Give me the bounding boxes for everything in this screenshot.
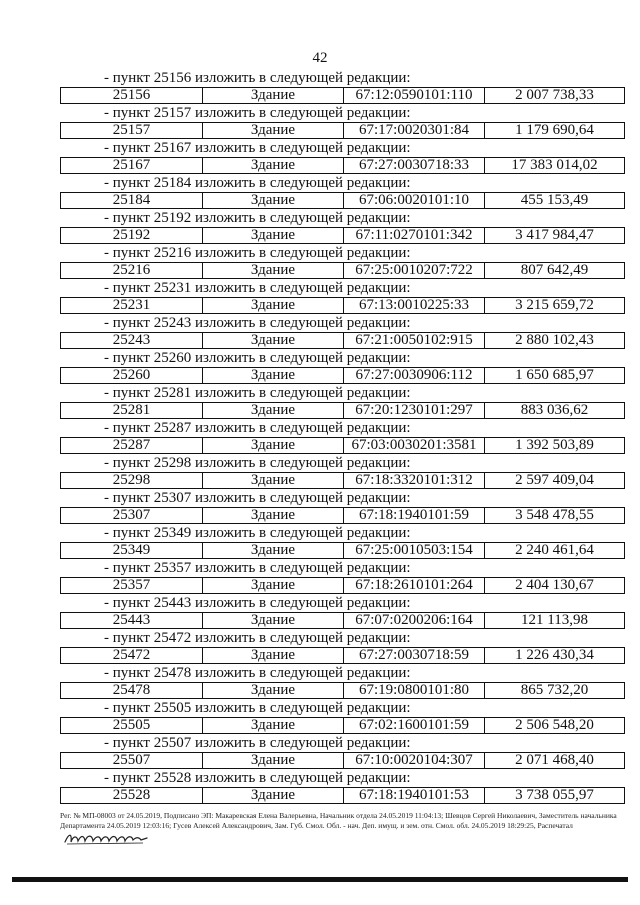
amendment-entry (60, 105, 627, 140)
cadastral-number-cell: 67:25:0010207:722 (343, 263, 484, 278)
item-number-cell: 25156 (112, 88, 151, 103)
amendment-entry (60, 560, 627, 595)
cadastral-number-cell: 67:27:0030718:59 (343, 648, 484, 663)
amendment-entry (60, 140, 627, 175)
object-type-cell: Здание (202, 648, 343, 663)
cadastral-number-cell: 67:18:2610101:264 (343, 578, 484, 593)
amendment-entry (60, 420, 627, 455)
cadastral-value-cell: 3 738 055,97 (484, 788, 624, 803)
table-row (60, 402, 625, 419)
table-row (60, 612, 625, 629)
cadastral-value-cell: 1 226 430,34 (484, 648, 624, 663)
amendment-instruction: - пункт 25443 изложить в следующей редакции: (104, 595, 411, 611)
amendment-instruction: - пункт 25167 изложить в следующей редакции: (104, 140, 411, 156)
cadastral-number-cell: 67:18:1940101:59 (343, 508, 484, 523)
object-type-cell: Здание (202, 333, 343, 348)
amendment-instruction: - пункт 25260 изложить в следующей редакции: (104, 350, 411, 366)
amendment-instruction: - пункт 25472 изложить в следующей редакции: (104, 630, 411, 646)
table-row (60, 297, 625, 314)
cadastral-value-cell: 2 071 468,40 (484, 753, 624, 768)
item-number-cell: 25281 (112, 403, 151, 418)
cadastral-number-cell: 67:06:0020101:10 (343, 193, 484, 208)
object-type-cell: Здание (202, 683, 343, 698)
amendment-list (60, 70, 627, 805)
item-number-cell: 25357 (112, 578, 151, 593)
cadastral-value-cell: 883 036,62 (484, 403, 624, 418)
amendment-entry (60, 665, 627, 700)
cadastral-number-cell: 67:13:0010225:33 (343, 298, 484, 313)
item-number-cell: 25167 (112, 158, 151, 173)
table-row (60, 87, 625, 104)
amendment-entry (60, 245, 627, 280)
page-bottom-bar (12, 877, 628, 882)
item-number-cell: 25507 (112, 753, 151, 768)
cadastral-number-cell: 67:02:1600101:59 (343, 718, 484, 733)
amendment-instruction: - пункт 25184 изложить в следующей редакции: (104, 175, 411, 191)
amendment-instruction: - пункт 25528 изложить в следующей редакции: (104, 770, 411, 786)
object-type-cell: Здание (202, 123, 343, 138)
item-number-cell: 25157 (112, 123, 151, 138)
amendment-instruction: - пункт 25216 изложить в следующей редакции: (104, 245, 411, 261)
table-row (60, 752, 625, 769)
table-row (60, 472, 625, 489)
amendment-entry (60, 280, 627, 315)
item-number-cell: 25349 (112, 543, 151, 558)
amendment-entry (60, 455, 627, 490)
table-row (60, 717, 625, 734)
amendment-instruction: - пункт 25281 изложить в следующей редакции: (104, 385, 411, 401)
amendment-entry (60, 630, 627, 665)
cadastral-value-cell: 2 007 738,33 (484, 88, 624, 103)
table-row (60, 787, 625, 804)
amendment-entry (60, 175, 627, 210)
item-number-cell: 25478 (112, 683, 151, 698)
cadastral-number-cell: 67:03:0030201:3581 (343, 438, 484, 453)
cadastral-number-cell: 67:25:0010503:154 (343, 543, 484, 558)
amendment-instruction: - пункт 25298 изложить в следующей редакции: (104, 455, 411, 471)
amendment-entry (60, 70, 627, 105)
amendment-entry (60, 385, 627, 420)
item-number-cell: 25443 (112, 613, 151, 628)
amendment-instruction: - пункт 25478 изложить в следующей редакции: (104, 665, 411, 681)
item-number-cell: 25287 (112, 438, 151, 453)
item-number-cell: 25505 (112, 718, 151, 733)
object-type-cell: Здание (202, 578, 343, 593)
amendment-instruction: - пункт 25507 изложить в следующей редакции: (104, 735, 411, 751)
amendment-entry (60, 210, 627, 245)
cadastral-value-cell: 2 506 548,20 (484, 718, 624, 733)
cadastral-number-cell: 67:19:0800101:80 (343, 683, 484, 698)
handwritten-signature (63, 831, 149, 845)
cadastral-value-cell: 807 642,49 (484, 263, 624, 278)
table-row (60, 507, 625, 524)
amendment-instruction: - пункт 25157 изложить в следующей редакции: (104, 105, 411, 121)
item-number-cell: 25192 (112, 228, 151, 243)
cadastral-value-cell: 3 548 478,55 (484, 508, 624, 523)
table-row (60, 437, 625, 454)
item-number-cell: 25184 (112, 193, 151, 208)
amendment-entry (60, 490, 627, 525)
table-row (60, 122, 625, 139)
amendment-entry (60, 525, 627, 560)
table-row (60, 647, 625, 664)
cadastral-number-cell: 67:10:0020104:307 (343, 753, 484, 768)
amendment-entry (60, 315, 627, 350)
object-type-cell: Здание (202, 193, 343, 208)
cadastral-number-cell: 67:07:0200206:164 (343, 613, 484, 628)
amendment-entry (60, 735, 627, 770)
table-row (60, 157, 625, 174)
cadastral-number-cell: 67:18:1940101:53 (343, 788, 484, 803)
object-type-cell: Здание (202, 718, 343, 733)
cadastral-value-cell: 2 240 461,64 (484, 543, 624, 558)
cadastral-number-cell: 67:20:1230101:297 (343, 403, 484, 418)
item-number-cell: 25528 (112, 788, 151, 803)
item-number-cell: 25243 (112, 333, 151, 348)
table-row (60, 577, 625, 594)
amendment-instruction: - пункт 25307 изложить в следующей редакции: (104, 490, 411, 506)
amendment-entry (60, 700, 627, 735)
object-type-cell: Здание (202, 438, 343, 453)
cadastral-value-cell: 2 404 130,67 (484, 578, 624, 593)
cadastral-number-cell: 67:11:0270101:342 (343, 228, 484, 243)
amendment-instruction: - пункт 25192 изложить в следующей редакции: (104, 210, 411, 226)
amendment-instruction: - пункт 25505 изложить в следующей редакции: (104, 700, 411, 716)
document-footer (60, 811, 626, 845)
cadastral-value-cell: 865 732,20 (484, 683, 624, 698)
cadastral-value-cell: 121 113,98 (484, 613, 624, 628)
table-row (60, 682, 625, 699)
cadastral-number-cell: 67:17:0020301:84 (343, 123, 484, 138)
cadastral-number-cell: 67:18:3320101:312 (343, 473, 484, 488)
object-type-cell: Здание (202, 473, 343, 488)
cadastral-value-cell: 3 215 659,72 (484, 298, 624, 313)
table-row (60, 192, 625, 209)
object-type-cell: Здание (202, 788, 343, 803)
object-type-cell: Здание (202, 228, 343, 243)
cadastral-value-cell: 2 597 409,04 (484, 473, 624, 488)
cadastral-value-cell: 3 417 984,47 (484, 228, 624, 243)
cadastral-number-cell: 67:12:0590101:110 (343, 88, 484, 103)
table-row (60, 542, 625, 559)
item-number-cell: 25216 (112, 263, 151, 278)
table-row (60, 262, 625, 279)
table-row (60, 332, 625, 349)
table-row (60, 367, 625, 384)
object-type-cell: Здание (202, 368, 343, 383)
amendment-instruction: - пункт 25287 изложить в следующей редакции: (104, 420, 411, 436)
registration-text: Рег. № МП-08003 от 24.05.2019, Подписано ЭП: Макаревская Елена Валерьевна, Начальник отдела 24.05.2019 11:04:13; Шевцов Сергей Николаевич, Заместитель начальника Департамента 24.05.2019 12:03:16; Гусев Алексей Александрович, Зам. Губ. Смол. Обл. - нач. Деп. имущ. и зем. отн. Смол. обл. 24.05.2019 18:29:25, Распечатал (60, 811, 617, 830)
object-type-cell: Здание (202, 753, 343, 768)
page-number: 42 (312, 50, 328, 66)
object-type-cell: Здание (202, 543, 343, 558)
cadastral-number-cell: 67:27:0030906:112 (343, 368, 484, 383)
item-number-cell: 25260 (112, 368, 151, 383)
object-type-cell: Здание (202, 263, 343, 278)
item-number-cell: 25298 (112, 473, 151, 488)
amendment-instruction: - пункт 25357 изложить в следующей редакции: (104, 560, 411, 576)
amendment-entry (60, 595, 627, 630)
item-number-cell: 25231 (112, 298, 151, 313)
cadastral-value-cell: 1 392 503,89 (484, 438, 624, 453)
amendment-instruction: - пункт 25156 изложить в следующей редакции: (104, 70, 411, 86)
object-type-cell: Здание (202, 613, 343, 628)
amendment-entry (60, 770, 627, 805)
item-number-cell: 25472 (112, 648, 151, 663)
table-row (60, 227, 625, 244)
item-number-cell: 25307 (112, 508, 151, 523)
amendment-instruction: - пункт 25231 изложить в следующей редакции: (104, 280, 411, 296)
cadastral-number-cell: 67:21:0050102:915 (343, 333, 484, 348)
object-type-cell: Здание (202, 158, 343, 173)
amendment-instruction: - пункт 25349 изложить в следующей редакции: (104, 525, 411, 541)
cadastral-value-cell: 1 650 685,97 (484, 368, 624, 383)
amendment-entry (60, 350, 627, 385)
cadastral-value-cell: 17 383 014,02 (484, 158, 624, 173)
cadastral-value-cell: 1 179 690,64 (484, 123, 624, 138)
cadastral-value-cell: 2 880 102,43 (484, 333, 624, 348)
object-type-cell: Здание (202, 508, 343, 523)
object-type-cell: Здание (202, 88, 343, 103)
object-type-cell: Здание (202, 298, 343, 313)
cadastral-value-cell: 455 153,49 (484, 193, 624, 208)
object-type-cell: Здание (202, 403, 343, 418)
amendment-instruction: - пункт 25243 изложить в следующей редакции: (104, 315, 411, 331)
cadastral-number-cell: 67:27:0030718:33 (343, 158, 484, 173)
